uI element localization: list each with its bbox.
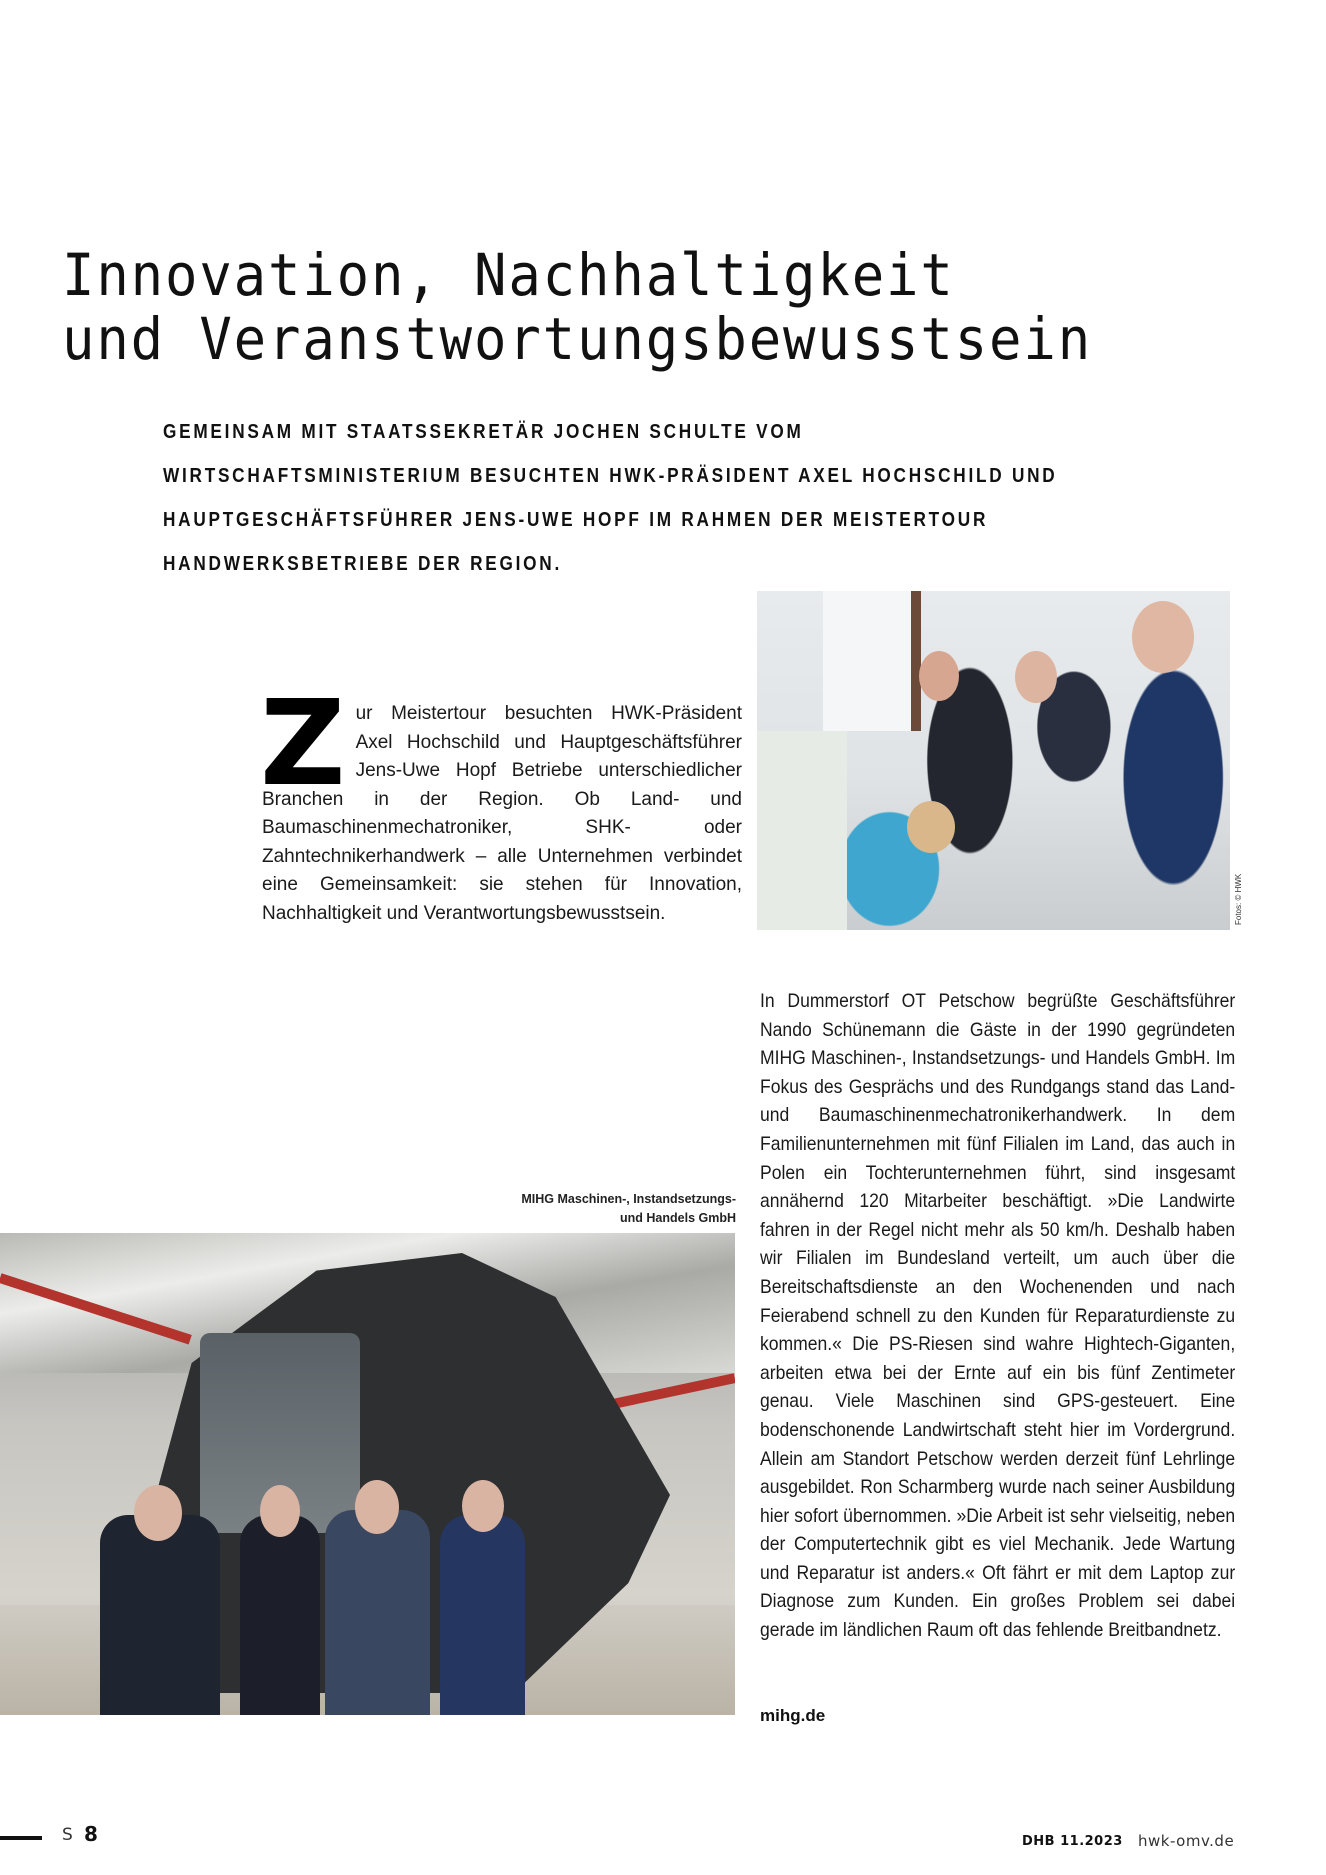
page-number: 8	[84, 1822, 98, 1846]
intro-text: ur Meistertour besuchten HWK-Präsident Axel Hochschild und Hauptgeschäftsführer Jens-Uwe Hopf Betriebe unterschiedlicher Branchen in der Region. Ob Land- und Baumaschinenmechatroniker, SHK- oder Zahntechnikerhandwerk – alle Unternehmen verbindet eine Gemeinsamkeit: sie stehen für Innovation, Nachhaltigkeit und Verantwortungsbewusstsein.	[262, 703, 742, 924]
body-paragraph: In Dummerstorf OT Petschow begrüßte Geschäftsführer Nando Schünemann die Gäste in der 1990 gegründeten MIHG Maschinen-, Instandsetzungs- und Handels GmbH. Im Fokus des Gesprächs und des Rundgangs stand das Land- und Baumaschinenmechatronikerhandwerk. In dem Familienunternehmen mit fünf Filialen im Land, das auch in Polen ein Tochterunternehmen führt, sind insgesamt annähernd 120 Mitarbeiter beschäftigt. »Die Landwirte fahren in der Regel nicht mehr als 50 km/h. Deshalb haben wir Filialen im Bundesland verteilt, um auch über die Bereitschaftsdienste an den Wochenenden und nach Feierabend schnell zu den Kunden für Reparaturdienste zu kommen.« Die PS-Riesen sind wahre Hightech-Giganten, arbeiten etwa bei der Ernte auf ein bis fünf Zentimeter genau. Viele Maschinen sind GPS-gesteuert. Eine bodenschonende Landwirtschaft steht hier im Vordergrund. Allein am Standort Petschow werden derzeit fünf Lehrlinge ausgebildet. Ron Scharmberg wurde nach seiner Ausbildung hier sofort übernommen. »Die Arbeit ist sehr vielseitig, neben der Computertechnik gibt es viel Mechanik. Jede Wartung und Reparatur ist anders.« Oft fährt er mit dem Laptop zur Diagnose zum Kunden. Ein großes Problem sei dabei gerade im ländlichen Raum oft das fehlende Breitbandnetz.	[760, 990, 1236, 1642]
photo-lab-bench	[757, 731, 847, 930]
company-weblink[interactable]: mihg.de	[760, 1706, 826, 1725]
photo-person	[240, 1485, 320, 1715]
caption-line-2: und Handels GmbH	[620, 1211, 736, 1225]
issue-label: DHB 11.2023	[1022, 1834, 1123, 1849]
photo-person	[100, 1485, 220, 1715]
photo-window	[823, 591, 921, 731]
photo-caption	[496, 1190, 736, 1228]
photo-person-head	[1132, 601, 1194, 673]
lab-photo	[757, 591, 1230, 930]
footer-url[interactable]: hwk-omv.de	[1138, 1832, 1235, 1850]
footer-rule	[0, 1836, 42, 1840]
caption-line-1: MIHG Maschinen-, Instandsetzungs-	[521, 1192, 736, 1206]
photo-credit: Fotos: © HWK	[1234, 873, 1243, 925]
page-prefix: S	[62, 1825, 73, 1845]
intro-paragraph	[260, 674, 742, 928]
photo-person	[325, 1480, 430, 1715]
headline-line-1: Innovation, Nachhaltigkeit	[62, 241, 955, 309]
photo-person-head	[1015, 651, 1057, 703]
photo-person-head	[907, 801, 955, 853]
drop-cap: Z	[260, 674, 346, 812]
machine-photo	[0, 1233, 735, 1715]
photo-person	[440, 1480, 525, 1715]
headline-line-2: und Veranstwortungsbewusstsein	[62, 305, 1093, 373]
photo-person-head	[919, 651, 959, 701]
lead-paragraph: GEMEINSAM MIT STAATSSEKRETÄR JOCHEN SCHULTE VOM WIRTSCHAFTSMINISTERIUM BESUCHTEN HWK-PRÄSIDENT AXEL HOCHSCHILD UND HAUPTGESCHÄFTSFÜHRER JENS-UWE HOPF IM RAHMEN DER MEISTERTOUR HANDWERKSBETRIEBE DER REGION.	[163, 421, 1058, 575]
headline	[62, 243, 1197, 371]
